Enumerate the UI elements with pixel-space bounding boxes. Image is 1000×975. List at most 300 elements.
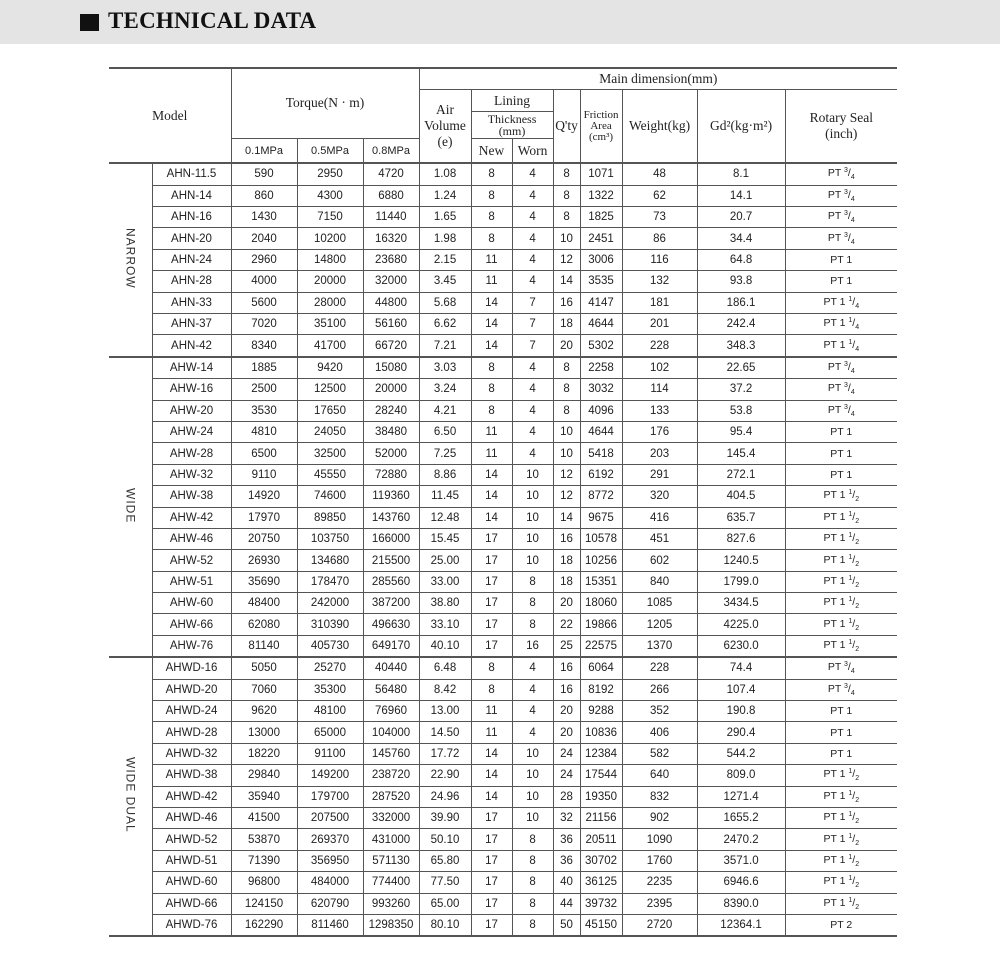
cell-friction: 8772 [580, 486, 622, 507]
cell-friction: 1322 [580, 185, 622, 206]
header-thickness-line1: Thickness [487, 111, 537, 126]
cell-t01: 1430 [231, 207, 297, 228]
cell-t08: 238720 [363, 765, 419, 786]
cell-air: 1.65 [419, 207, 471, 228]
cell-worn: 4 [512, 271, 553, 292]
cell-t08: 11440 [363, 207, 419, 228]
table-row [109, 228, 897, 249]
cell-t05: 14800 [297, 249, 363, 270]
cell-seal: PT 1 [785, 722, 897, 743]
cell-gd2: 3571.0 [697, 850, 785, 871]
header-friction-line1: Friction [583, 108, 619, 121]
cell-t05: 32500 [297, 443, 363, 464]
cell-weight: 451 [622, 528, 697, 549]
cell-friction: 36125 [580, 872, 622, 893]
cell-worn: 4 [512, 443, 553, 464]
cell-t05: 17650 [297, 400, 363, 421]
cell-qty: 20 [553, 722, 580, 743]
cell-t08: 16320 [363, 228, 419, 249]
cell-qty: 44 [553, 893, 580, 914]
cell-seal: PT 1 [785, 443, 897, 464]
table-row [109, 850, 897, 871]
cell-air: 3.03 [419, 357, 471, 379]
cell-model: AHWD-16 [152, 657, 231, 679]
cell-qty: 36 [553, 850, 580, 871]
cell-qty: 14 [553, 271, 580, 292]
cell-weight: 181 [622, 292, 697, 313]
table-row [109, 550, 897, 571]
table-row [109, 914, 897, 936]
cell-qty: 18 [553, 571, 580, 592]
cell-worn: 4 [512, 400, 553, 421]
cell-model: AHW-66 [152, 614, 231, 635]
cell-t05: 74600 [297, 486, 363, 507]
cell-qty: 25 [553, 635, 580, 657]
cell-new: 14 [471, 314, 512, 335]
table-row [109, 679, 897, 700]
cell-t05: 20000 [297, 271, 363, 292]
cell-seal: PT 1 $^1/_4$ [785, 292, 897, 313]
cell-worn: 4 [512, 249, 553, 270]
cell-air: 1.24 [419, 185, 471, 206]
cell-t01: 7060 [231, 679, 297, 700]
cell-worn: 4 [512, 701, 553, 722]
cell-worn: 10 [512, 765, 553, 786]
cell-gd2: 95.4 [697, 421, 785, 442]
cell-t05: 811460 [297, 914, 363, 936]
cell-t05: 103750 [297, 528, 363, 549]
cell-friction: 4147 [580, 292, 622, 313]
header-rotary-seal-line2: (inch) [825, 126, 858, 142]
cell-seal: PT $^3/_4$ [785, 207, 897, 228]
cell-friction: 18060 [580, 593, 622, 614]
cell-new: 17 [471, 571, 512, 592]
cell-new: 11 [471, 249, 512, 270]
cell-t01: 2040 [231, 228, 297, 249]
cell-friction: 19350 [580, 786, 622, 807]
cell-worn: 8 [512, 614, 553, 635]
table-row [109, 314, 897, 335]
group-label: WIDE [123, 487, 138, 524]
cell-gd2: 348.3 [697, 335, 785, 357]
cell-t05: 620790 [297, 893, 363, 914]
cell-t01: 4000 [231, 271, 297, 292]
cell-weight: 1370 [622, 635, 697, 657]
cell-seal: PT 1 $^1/_2$ [785, 808, 897, 829]
cell-weight: 132 [622, 271, 697, 292]
cell-weight: 2395 [622, 893, 697, 914]
cell-model: AHW-16 [152, 379, 231, 400]
cell-t01: 26930 [231, 550, 297, 571]
table-row [109, 207, 897, 228]
cell-t05: 41700 [297, 335, 363, 357]
cell-worn: 8 [512, 593, 553, 614]
cell-gd2: 12364.1 [697, 914, 785, 936]
cell-friction: 30702 [580, 850, 622, 871]
cell-t08: 571130 [363, 850, 419, 871]
cell-friction: 22575 [580, 635, 622, 657]
cell-t05: 4300 [297, 185, 363, 206]
cell-friction: 9675 [580, 507, 622, 528]
table-row [109, 635, 897, 657]
cell-t05: 45550 [297, 464, 363, 485]
cell-t08: 649170 [363, 635, 419, 657]
cell-t01: 6500 [231, 443, 297, 464]
group-label-cell [109, 657, 152, 936]
cell-t01: 41500 [231, 808, 297, 829]
cell-t08: 72880 [363, 464, 419, 485]
cell-t05: 2950 [297, 163, 363, 185]
cell-seal: PT 1 $^1/_2$ [785, 786, 897, 807]
cell-air: 22.90 [419, 765, 471, 786]
cell-weight: 2720 [622, 914, 697, 936]
cell-weight: 116 [622, 249, 697, 270]
cell-friction: 1825 [580, 207, 622, 228]
cell-worn: 4 [512, 679, 553, 700]
cell-gd2: 37.2 [697, 379, 785, 400]
cell-gd2: 635.7 [697, 507, 785, 528]
cell-t01: 62080 [231, 614, 297, 635]
cell-t08: 32000 [363, 271, 419, 292]
cell-model: AHWD-46 [152, 808, 231, 829]
cell-t01: 96800 [231, 872, 297, 893]
cell-qty: 16 [553, 657, 580, 679]
cell-worn: 8 [512, 893, 553, 914]
cell-t08: 387200 [363, 593, 419, 614]
cell-air: 50.10 [419, 829, 471, 850]
cell-seal: PT 2 [785, 914, 897, 936]
cell-t05: 89850 [297, 507, 363, 528]
cell-seal: PT 1 $^1/_2$ [785, 872, 897, 893]
cell-friction: 2451 [580, 228, 622, 249]
cell-t01: 17970 [231, 507, 297, 528]
cell-seal: PT $^3/_4$ [785, 379, 897, 400]
cell-model: AHWD-52 [152, 829, 231, 850]
cell-seal: PT 1 $^1/_2$ [785, 528, 897, 549]
cell-new: 8 [471, 228, 512, 249]
cell-seal: PT 1 $^1/_2$ [785, 765, 897, 786]
cell-model: AHW-24 [152, 421, 231, 442]
cell-model: AHN-42 [152, 335, 231, 357]
cell-new: 17 [471, 614, 512, 635]
header-rotary-seal [785, 90, 897, 163]
cell-qty: 50 [553, 914, 580, 936]
header-pressure-0.1: 0.1MPa [231, 138, 297, 163]
cell-t01: 81140 [231, 635, 297, 657]
cell-gd2: 186.1 [697, 292, 785, 313]
header-model: Model [109, 68, 231, 163]
cell-seal: PT 1 $^1/_2$ [785, 593, 897, 614]
cell-qty: 16 [553, 679, 580, 700]
cell-gd2: 272.1 [697, 464, 785, 485]
cell-qty: 10 [553, 443, 580, 464]
cell-friction: 19866 [580, 614, 622, 635]
cell-new: 17 [471, 914, 512, 936]
cell-qty: 24 [553, 765, 580, 786]
cell-new: 17 [471, 550, 512, 571]
cell-new: 11 [471, 421, 512, 442]
cell-worn: 10 [512, 743, 553, 764]
cell-gd2: 6230.0 [697, 635, 785, 657]
cell-qty: 8 [553, 185, 580, 206]
table-row [109, 701, 897, 722]
cell-gd2: 1799.0 [697, 571, 785, 592]
table-row [109, 593, 897, 614]
cell-qty: 32 [553, 808, 580, 829]
cell-gd2: 544.2 [697, 743, 785, 764]
cell-new: 8 [471, 357, 512, 379]
cell-t08: 332000 [363, 808, 419, 829]
cell-new: 17 [471, 829, 512, 850]
cell-friction: 17544 [580, 765, 622, 786]
cell-friction: 3006 [580, 249, 622, 270]
cell-air: 38.80 [419, 593, 471, 614]
cell-worn: 4 [512, 421, 553, 442]
cell-t01: 8340 [231, 335, 297, 357]
cell-seal: PT 1 [785, 271, 897, 292]
cell-new: 17 [471, 808, 512, 829]
cell-air: 5.68 [419, 292, 471, 313]
cell-model: AHN-24 [152, 249, 231, 270]
cell-model: AHW-76 [152, 635, 231, 657]
cell-worn: 7 [512, 314, 553, 335]
table-row [109, 443, 897, 464]
cell-t05: 405730 [297, 635, 363, 657]
cell-friction: 10836 [580, 722, 622, 743]
cell-friction: 2258 [580, 357, 622, 379]
group-label-cell [109, 163, 152, 357]
cell-air: 7.21 [419, 335, 471, 357]
cell-model: AHW-46 [152, 528, 231, 549]
table-row [109, 528, 897, 549]
cell-air: 3.24 [419, 379, 471, 400]
cell-air: 77.50 [419, 872, 471, 893]
cell-gd2: 290.4 [697, 722, 785, 743]
cell-qty: 10 [553, 421, 580, 442]
cell-t05: 149200 [297, 765, 363, 786]
cell-new: 17 [471, 893, 512, 914]
cell-seal: PT 1 $^1/_4$ [785, 335, 897, 357]
cell-new: 14 [471, 743, 512, 764]
cell-air: 80.10 [419, 914, 471, 936]
cell-worn: 7 [512, 292, 553, 313]
cell-air: 8.42 [419, 679, 471, 700]
cell-worn: 4 [512, 207, 553, 228]
cell-weight: 1205 [622, 614, 697, 635]
cell-seal: PT 1 $^1/_2$ [785, 571, 897, 592]
cell-t01: 29840 [231, 765, 297, 786]
cell-t05: 35100 [297, 314, 363, 335]
cell-t01: 5600 [231, 292, 297, 313]
cell-t05: 25270 [297, 657, 363, 679]
cell-seal: PT 1 $^1/_2$ [785, 893, 897, 914]
cell-t05: 35300 [297, 679, 363, 700]
cell-qty: 20 [553, 593, 580, 614]
cell-gd2: 53.8 [697, 400, 785, 421]
cell-t08: 496630 [363, 614, 419, 635]
header-worn: Worn [512, 138, 553, 163]
cell-weight: 73 [622, 207, 697, 228]
cell-qty: 10 [553, 228, 580, 249]
cell-qty: 16 [553, 292, 580, 313]
section-title: TECHNICAL DATA [108, 8, 317, 33]
cell-new: 14 [471, 786, 512, 807]
cell-t08: 20000 [363, 379, 419, 400]
cell-qty: 40 [553, 872, 580, 893]
cell-weight: 602 [622, 550, 697, 571]
cell-t08: 56480 [363, 679, 419, 700]
header-torque: Torque(N · m) [231, 68, 419, 138]
cell-model: AHW-14 [152, 357, 231, 379]
cell-seal: PT 1 [785, 464, 897, 485]
cell-worn: 10 [512, 507, 553, 528]
cell-t01: 1885 [231, 357, 297, 379]
cell-friction: 6192 [580, 464, 622, 485]
cell-t01: 124150 [231, 893, 297, 914]
cell-model: AHN-33 [152, 292, 231, 313]
cell-t08: 56160 [363, 314, 419, 335]
cell-t05: 7150 [297, 207, 363, 228]
cell-worn: 8 [512, 571, 553, 592]
cell-weight: 62 [622, 185, 697, 206]
cell-model: AHWD-76 [152, 914, 231, 936]
cell-t08: 143760 [363, 507, 419, 528]
cell-t05: 9420 [297, 357, 363, 379]
cell-seal: PT 1 [785, 743, 897, 764]
cell-t01: 71390 [231, 850, 297, 871]
cell-friction: 45150 [580, 914, 622, 936]
cell-t08: 4720 [363, 163, 419, 185]
group-label: WIDE DUAL [123, 757, 138, 834]
table-row [109, 335, 897, 357]
cell-air: 3.45 [419, 271, 471, 292]
cell-air: 40.10 [419, 635, 471, 657]
cell-t01: 5050 [231, 657, 297, 679]
cell-worn: 4 [512, 722, 553, 743]
cell-new: 17 [471, 593, 512, 614]
cell-t08: 76960 [363, 701, 419, 722]
cell-gd2: 1240.5 [697, 550, 785, 571]
cell-gd2: 8.1 [697, 163, 785, 185]
cell-air: 33.10 [419, 614, 471, 635]
table-row [109, 722, 897, 743]
table-row [109, 507, 897, 528]
cell-air: 8.86 [419, 464, 471, 485]
cell-gd2: 6946.6 [697, 872, 785, 893]
cell-t08: 52000 [363, 443, 419, 464]
cell-t08: 285560 [363, 571, 419, 592]
cell-air: 13.00 [419, 701, 471, 722]
cell-new: 17 [471, 872, 512, 893]
cell-friction: 3032 [580, 379, 622, 400]
cell-model: AHWD-32 [152, 743, 231, 764]
cell-gd2: 14.1 [697, 185, 785, 206]
cell-new: 8 [471, 185, 512, 206]
cell-weight: 86 [622, 228, 697, 249]
cell-t08: 1298350 [363, 914, 419, 936]
cell-gd2: 4225.0 [697, 614, 785, 635]
table-row [109, 421, 897, 442]
header-weight: Weight(kg) [622, 90, 697, 163]
cell-friction: 3535 [580, 271, 622, 292]
header-pressure-0.5: 0.5MPa [297, 138, 363, 163]
cell-model: AHWD-66 [152, 893, 231, 914]
technical-data-table [109, 67, 897, 937]
header-air-volume-line1: Air [436, 102, 455, 118]
cell-new: 14 [471, 335, 512, 357]
cell-model: AHWD-20 [152, 679, 231, 700]
table-row [109, 829, 897, 850]
section-header [0, 0, 1000, 44]
cell-t05: 12500 [297, 379, 363, 400]
cell-air: 17.72 [419, 743, 471, 764]
table-row [109, 808, 897, 829]
cell-t08: 40440 [363, 657, 419, 679]
cell-air: 14.50 [419, 722, 471, 743]
cell-t01: 3530 [231, 400, 297, 421]
header-rotary-seal-line1: Rotary Seal [809, 110, 873, 126]
cell-air: 1.08 [419, 163, 471, 185]
cell-qty: 8 [553, 379, 580, 400]
cell-new: 11 [471, 701, 512, 722]
cell-worn: 10 [512, 528, 553, 549]
cell-t01: 9110 [231, 464, 297, 485]
cell-seal: PT 1 $^1/_2$ [785, 486, 897, 507]
cell-friction: 4096 [580, 400, 622, 421]
cell-t05: 91100 [297, 743, 363, 764]
cell-worn: 7 [512, 335, 553, 357]
cell-t08: 993260 [363, 893, 419, 914]
cell-t05: 178470 [297, 571, 363, 592]
cell-seal: PT 1 $^1/_2$ [785, 550, 897, 571]
cell-seal: PT $^3/_4$ [785, 679, 897, 700]
cell-seal: PT 1 $^1/_2$ [785, 507, 897, 528]
cell-air: 6.50 [419, 421, 471, 442]
cell-t01: 2500 [231, 379, 297, 400]
cell-t05: 310390 [297, 614, 363, 635]
table-row [109, 185, 897, 206]
cell-qty: 8 [553, 163, 580, 185]
cell-t05: 48100 [297, 701, 363, 722]
cell-weight: 832 [622, 786, 697, 807]
header-new: New [471, 138, 512, 163]
cell-qty: 18 [553, 314, 580, 335]
cell-seal: PT 1 [785, 421, 897, 442]
cell-air: 39.90 [419, 808, 471, 829]
cell-worn: 8 [512, 914, 553, 936]
cell-new: 17 [471, 850, 512, 871]
cell-new: 8 [471, 679, 512, 700]
cell-weight: 228 [622, 657, 697, 679]
cell-weight: 201 [622, 314, 697, 335]
table-body [109, 163, 897, 936]
cell-air: 11.45 [419, 486, 471, 507]
cell-qty: 14 [553, 507, 580, 528]
cell-model: AHW-28 [152, 443, 231, 464]
cell-friction: 12384 [580, 743, 622, 764]
table-row [109, 765, 897, 786]
cell-t08: 28240 [363, 400, 419, 421]
cell-t01: 2960 [231, 249, 297, 270]
cell-model: AHW-38 [152, 486, 231, 507]
cell-friction: 10578 [580, 528, 622, 549]
cell-weight: 266 [622, 679, 697, 700]
cell-weight: 176 [622, 421, 697, 442]
cell-friction: 9288 [580, 701, 622, 722]
cell-t05: 65000 [297, 722, 363, 743]
cell-t05: 179700 [297, 786, 363, 807]
cell-new: 8 [471, 379, 512, 400]
